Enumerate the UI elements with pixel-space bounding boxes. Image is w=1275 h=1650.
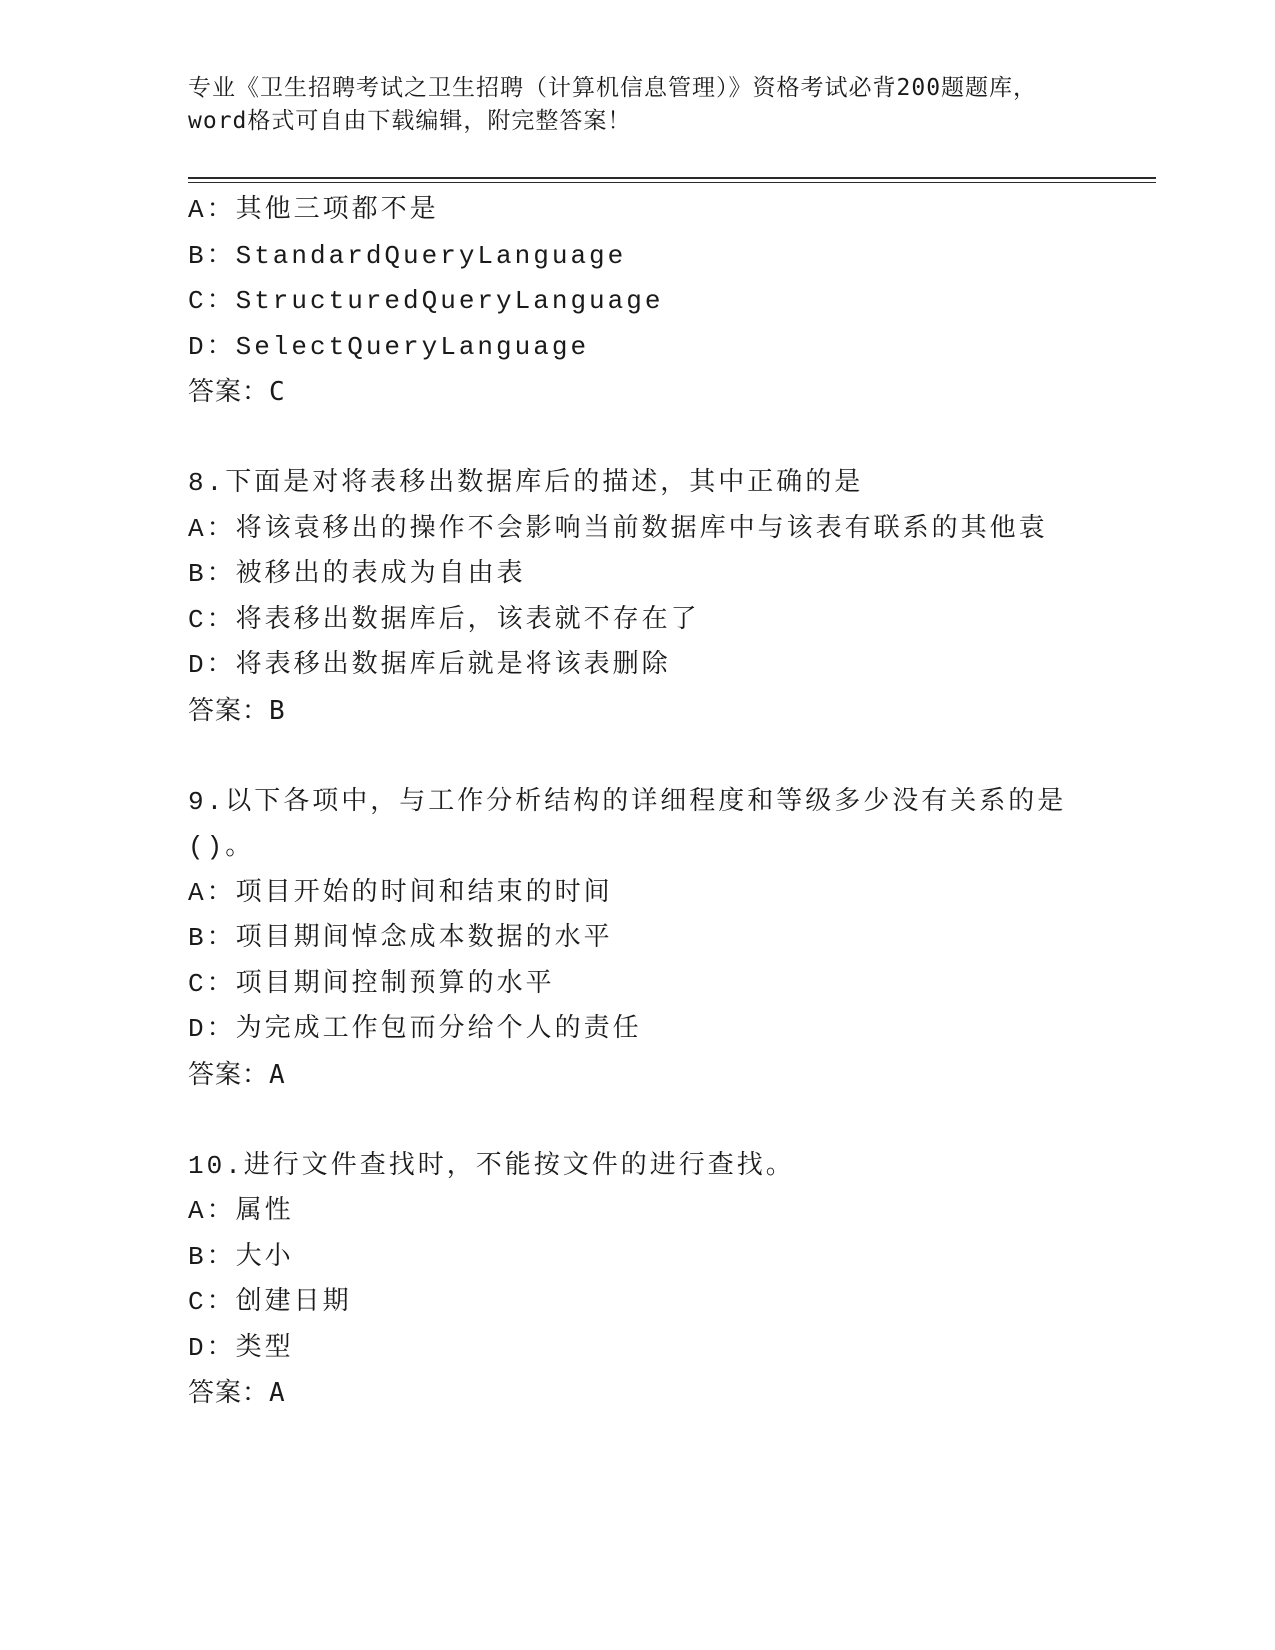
header-line-1: 专业《卫生招聘考试之卫生招聘（计算机信息管理）》资格考试必背200题题库，: [188, 75, 1038, 101]
option-a: A：项目开始的时间和结束的时间: [188, 877, 613, 908]
question-text-continued: ()。: [188, 832, 255, 862]
option-b: B：StandardQueryLanguage: [188, 240, 627, 271]
option-c: C：项目期间控制预算的水平: [188, 968, 555, 999]
spacer: [188, 1098, 1148, 1144]
option-d: D：SelectQueryLanguage: [188, 331, 590, 362]
option-d: D：类型: [188, 1332, 294, 1363]
question-7: [188, 188, 1148, 416]
option-d: D：将表移出数据库后就是将该表删除: [188, 650, 671, 680]
question-text: 9.以下各项中，与工作分析结构的详细程度和等级多少没有关系的是: [188, 786, 1067, 817]
option-a: A：属性: [188, 1196, 294, 1226]
answer-label: 答案：C: [188, 377, 286, 407]
option-d: D：为完成工作包而分给个人的责任: [188, 1014, 642, 1044]
option-c: C：创建日期: [188, 1287, 352, 1317]
spacer: [188, 416, 1148, 462]
question-10: [188, 1144, 1148, 1417]
document-body: [188, 188, 1148, 1417]
option-c: C：StructuredQueryLanguage: [188, 286, 664, 316]
document-header: [188, 72, 1088, 138]
answer-label: 答案：A: [188, 1059, 286, 1090]
question-9: [188, 780, 1148, 1099]
answer-label: 答案：A: [188, 1378, 286, 1408]
question-text: 8.下面是对将表移出数据库后的描述，其中正确的是: [188, 468, 864, 498]
option-c: C：将表移出数据库后，该表就不存在了: [188, 604, 700, 635]
option-b: B：大小: [188, 1241, 294, 1272]
option-b: B：被移出的表成为自由表: [188, 559, 526, 589]
header-line-2: word格式可自由下载编辑，附完整答案！: [188, 108, 632, 134]
spacer: [188, 734, 1148, 780]
header-divider: [188, 177, 1156, 183]
question-8: [188, 461, 1148, 734]
question-text: 10.进行文件查找时，不能按文件的进行查找。: [188, 1150, 795, 1181]
option-b: B：项目期间悼念成本数据的水平: [188, 923, 613, 953]
option-a: A：将该袁移出的操作不会影响当前数据库中与该表有联系的其他袁: [188, 513, 1048, 544]
answer-label: 答案：B: [188, 695, 286, 726]
option-a: A：其他三项都不是: [188, 195, 439, 225]
